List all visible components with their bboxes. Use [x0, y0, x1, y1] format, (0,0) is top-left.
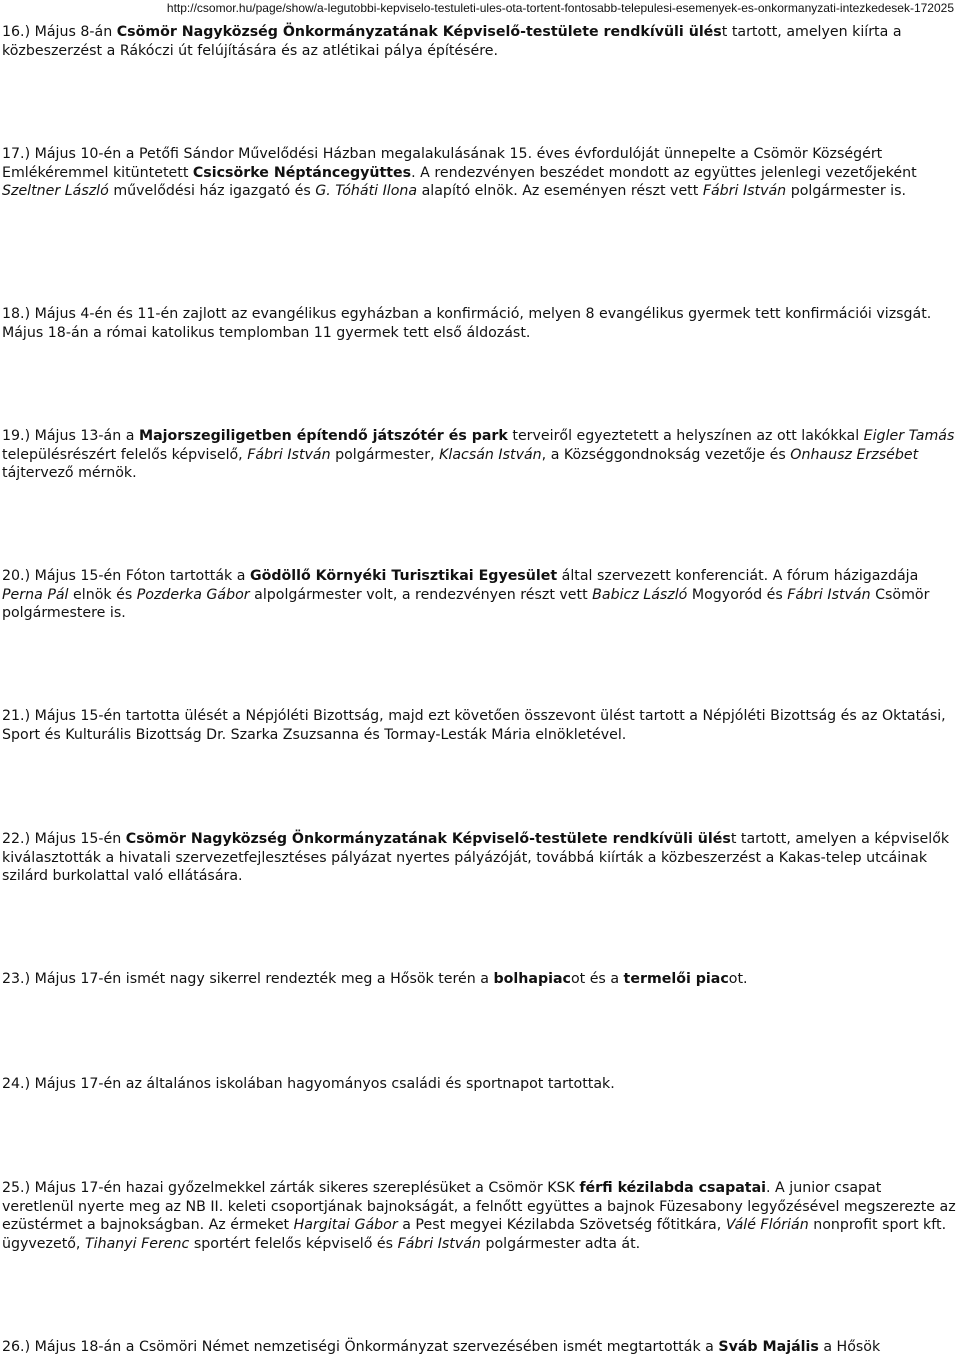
text: 25.) Május 17-én hazai győzelmekkel zárták sikeres szereplésüket a Csömör KSK — [2, 1180, 580, 1196]
bold-text: Csicsörke Néptáncegyüttes — [192, 164, 412, 181]
text: elnök és — [68, 586, 137, 603]
bold-text: Csömör Nagyközség Önkormányzatának Képviselő-testülete rendkívüli ülés — [116, 24, 722, 40]
text: nonprofit sport kft. ügyvezető, — [2, 1217, 947, 1252]
person-name: Tihanyi Ferenc — [84, 1235, 190, 1252]
text: által szervezett konferenciát. A fórum házigazdája — [557, 568, 919, 584]
person-name: Hargitai Gábor — [293, 1217, 398, 1233]
person-name: Perna Pál — [2, 586, 69, 603]
person-name: Fábri István — [787, 586, 871, 603]
text: a Hősök — [818, 1339, 881, 1355]
news-item-18 — [2, 305, 956, 342]
person-name: Babicz László — [592, 586, 688, 603]
news-item-21 — [2, 707, 956, 744]
person-name: Fábri István — [397, 1235, 481, 1252]
news-item-26 — [2, 1338, 956, 1357]
text: Csömör polgármestere is. — [2, 586, 930, 621]
text: , a Községgondnokság vezetője és — [541, 446, 791, 463]
news-item-24 — [2, 1075, 956, 1094]
text: polgármester adta át. — [480, 1235, 641, 1252]
text: polgármester is. — [786, 183, 907, 199]
bold-text: Csömör Nagyközség Önkormányzatának Képviselő-testülete rendkívüli ülés — [125, 831, 731, 847]
bold-text: férfi kézilabda csapatai — [579, 1180, 767, 1196]
text: tájtervező mérnök. — [2, 465, 137, 481]
news-item-19 — [2, 427, 956, 483]
text: polgármester, — [330, 446, 440, 463]
text: . A rendezvényen beszédet mondott az együttes jelenlegi vezetőjeként — [411, 164, 917, 181]
bold-text: Majorszegiligetben építendő játszótér és park — [138, 428, 508, 444]
text: 24.) Május 17-én az általános iskolában hagyományos családi és sportnapot tartottak. — [2, 1076, 615, 1092]
text: ot. — [728, 971, 748, 987]
text: a Pest megyei Kézilabda Szövetség főtitkára, — [397, 1217, 726, 1233]
news-item-16 — [2, 23, 956, 60]
text: t tartott, amelyen kiírta a közbeszerzést a Rákóczi út felújítására és az atlétikai pálya építésére. — [2, 24, 902, 59]
news-item-25 — [2, 1179, 956, 1253]
text: 18.) Május 4-én és 11-én zajlott az evangélikus egyházban a konfirmáció, melyen 8 evangélikus gyermek tett konfirmációi vizsgát. Május 18-án a római katolikus templomban 11 gyermek tett első áldozást. — [2, 306, 932, 341]
text: 19.) Május 13-án a — [2, 428, 139, 444]
news-item-23 — [2, 970, 956, 989]
news-item-22 — [2, 830, 956, 886]
text: 21.) Május 15-én tartotta ülését a Népjóléti Bizottság, majd ezt követően összevont ülést tartott a Népjóléti Bizottság és az Oktatási, Sport és Kulturális Bizottság Dr. Szarka Zsuzsanna és Tormay-Lesták Mária elnökletével. — [2, 708, 946, 743]
person-name: Fábri István — [702, 183, 787, 199]
text: 23.) Május 17-én ismét nagy sikerrel rendezték meg a Hősök terén a — [2, 971, 494, 987]
text: t tartott, amelyen a képviselők kiválasztották a hivatali szervezetfejlesztéses pályázat nyertes pályázóját, továbbá kiírták a közbeszerzést a Kakas-telep utcáinak szilárd burkolattal való ellátására. — [2, 831, 950, 884]
page-url: http://csomor.hu/page/show/a-legutobbi-kepviselo-testuleti-ules-ota-tortent-fontosabb-telepulesi-esemenyek-es-onkormanyzati-intezkedesek-172025 — [166, 1, 954, 15]
text: 20.) Május 15-én Fóton tartották a — [2, 568, 250, 584]
text: alpolgármester volt, a rendezvényen részt vett — [249, 586, 593, 603]
text: sportért felelős képviselő és — [189, 1235, 398, 1252]
person-name: Onhausz Erzsébet — [790, 446, 919, 463]
bold-text: bolhapiac — [493, 971, 571, 987]
text: 16.) Május 8-án — [2, 24, 117, 40]
text: településrészért felelős képviselő, — [2, 446, 248, 463]
text: 17.) Május 10-én a Petőfi Sándor Művelődési Házban megalakulásának 15. éves évfordulóját ünnepelte a Csömör Községért Emlékéremmel kitüntetett — [2, 146, 883, 181]
person-name: Klacsán István — [439, 446, 542, 463]
text: alapító elnök. Az eseményen részt vett — [417, 183, 703, 199]
bold-text: Gödöllő Környéki Turisztikai Egyesület — [249, 568, 558, 584]
person-name: Eigler Tamás — [863, 428, 955, 444]
person-name: Válé Flórián — [725, 1217, 809, 1233]
person-name: Fábri István — [247, 446, 331, 463]
text: . A junior csapat veretlenül nyerte meg az NB II. keleti csoportjának bajnokságát, a felnőtt együttes a bajnok Füzesabony legyőzésével megszerezte az ezüstérmet a bajnokságban. Az érmeket — [2, 1180, 956, 1233]
news-item-17 — [2, 145, 956, 201]
text: 22.) Május 15-én — [2, 831, 126, 847]
person-name: G. Tóháti Ilona — [315, 183, 418, 199]
bold-text: termelői piac — [623, 971, 729, 987]
text: ot és a — [570, 971, 624, 987]
person-name: Pozderka Gábor — [136, 586, 250, 603]
text: művelődési ház igazgató és — [108, 183, 316, 199]
text: 26.) Május 18-án a Csömöri Német nemzetiségi Önkormányzat szervezésében ismét megtartották a — [2, 1339, 719, 1355]
text: Mogyoród és — [687, 586, 788, 603]
bold-text: Sváb Majális — [718, 1339, 819, 1355]
person-name: Szeltner László — [2, 183, 109, 199]
text: terveiről egyeztetett a helyszínen az ott lakókkal — [507, 428, 864, 444]
news-item-20 — [2, 567, 956, 623]
